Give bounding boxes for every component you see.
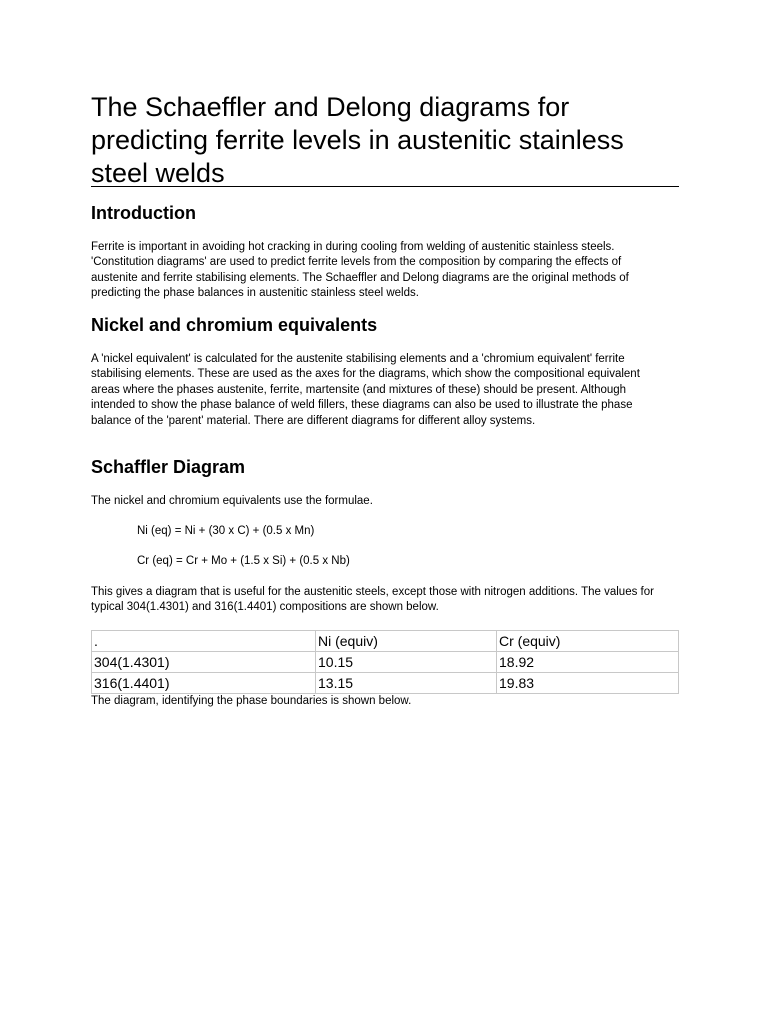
table-header-row (92, 631, 679, 652)
table-cell: 18.92 (497, 652, 679, 673)
table-cell: 13.15 (316, 673, 497, 694)
table-cell: 19.83 (497, 673, 679, 694)
paragraph-formulae-intro: The nickel and chromium equivalents use the formulae. (91, 495, 373, 507)
document-title: The Schaeffler and Delong diagrams for predicting ferrite levels in austenitic stainless steel welds (91, 92, 624, 188)
heading-equivalents: Nickel and chromium equivalents (91, 315, 378, 335)
equivalents-table (91, 630, 679, 694)
table-row (92, 652, 679, 673)
formula-ni-eq: Ni (eq) = Ni + (30 x C) + (0.5 x Mn) (137, 525, 315, 537)
table-cell: 316(1.4401) (92, 673, 316, 694)
paragraph-equivalents: A 'nickel equivalent' is calculated for the austenite stabilising elements and a 'chromium equivalent' ferrite stabilising elements. These are used as the axes for the diagrams, which show the compositional equivalent areas where the phases austenite, ferrite, martensite (and mixtures of these) should be present. Although intended to show the phase balance of weld fillers, these diagrams can also be used to illustrate the phase balance of the 'parent' material. There are different diagrams for different alloy systems. (91, 353, 640, 427)
paragraph-introduction: Ferrite is important in avoiding hot cracking in during cooling from welding of austenitic stainless steels. 'Constitution diagrams' are used to predict ferrite levels from the composition by comparing the effects of austenite and ferrite stabilising elements. The Schaeffler and Delong diagrams are the original methods of predicting the phase balances in austenitic stainless steel welds. (91, 241, 629, 300)
title-divider (91, 186, 679, 187)
paragraph-values-intro: This gives a diagram that is useful for the austenitic steels, except those with nitrogen additions. The values for typical 304(1.4301) and 316(1.4401) compositions are shown below. (91, 586, 654, 614)
table-row (92, 673, 679, 694)
table-header-cell: . (92, 631, 316, 652)
table-cell: 10.15 (316, 652, 497, 673)
paragraph-diagram-caption: The diagram, identifying the phase boundaries is shown below. (91, 695, 412, 707)
heading-introduction: Introduction (91, 203, 196, 223)
table-cell: 304(1.4301) (92, 652, 316, 673)
heading-schaffler: Schaffler Diagram (91, 457, 246, 477)
table-header-cell: Cr (equiv) (497, 631, 679, 652)
formula-cr-eq: Cr (eq) = Cr + Mo + (1.5 x Si) + (0.5 x Nb) (137, 555, 350, 567)
table-header-cell: Ni (equiv) (316, 631, 497, 652)
